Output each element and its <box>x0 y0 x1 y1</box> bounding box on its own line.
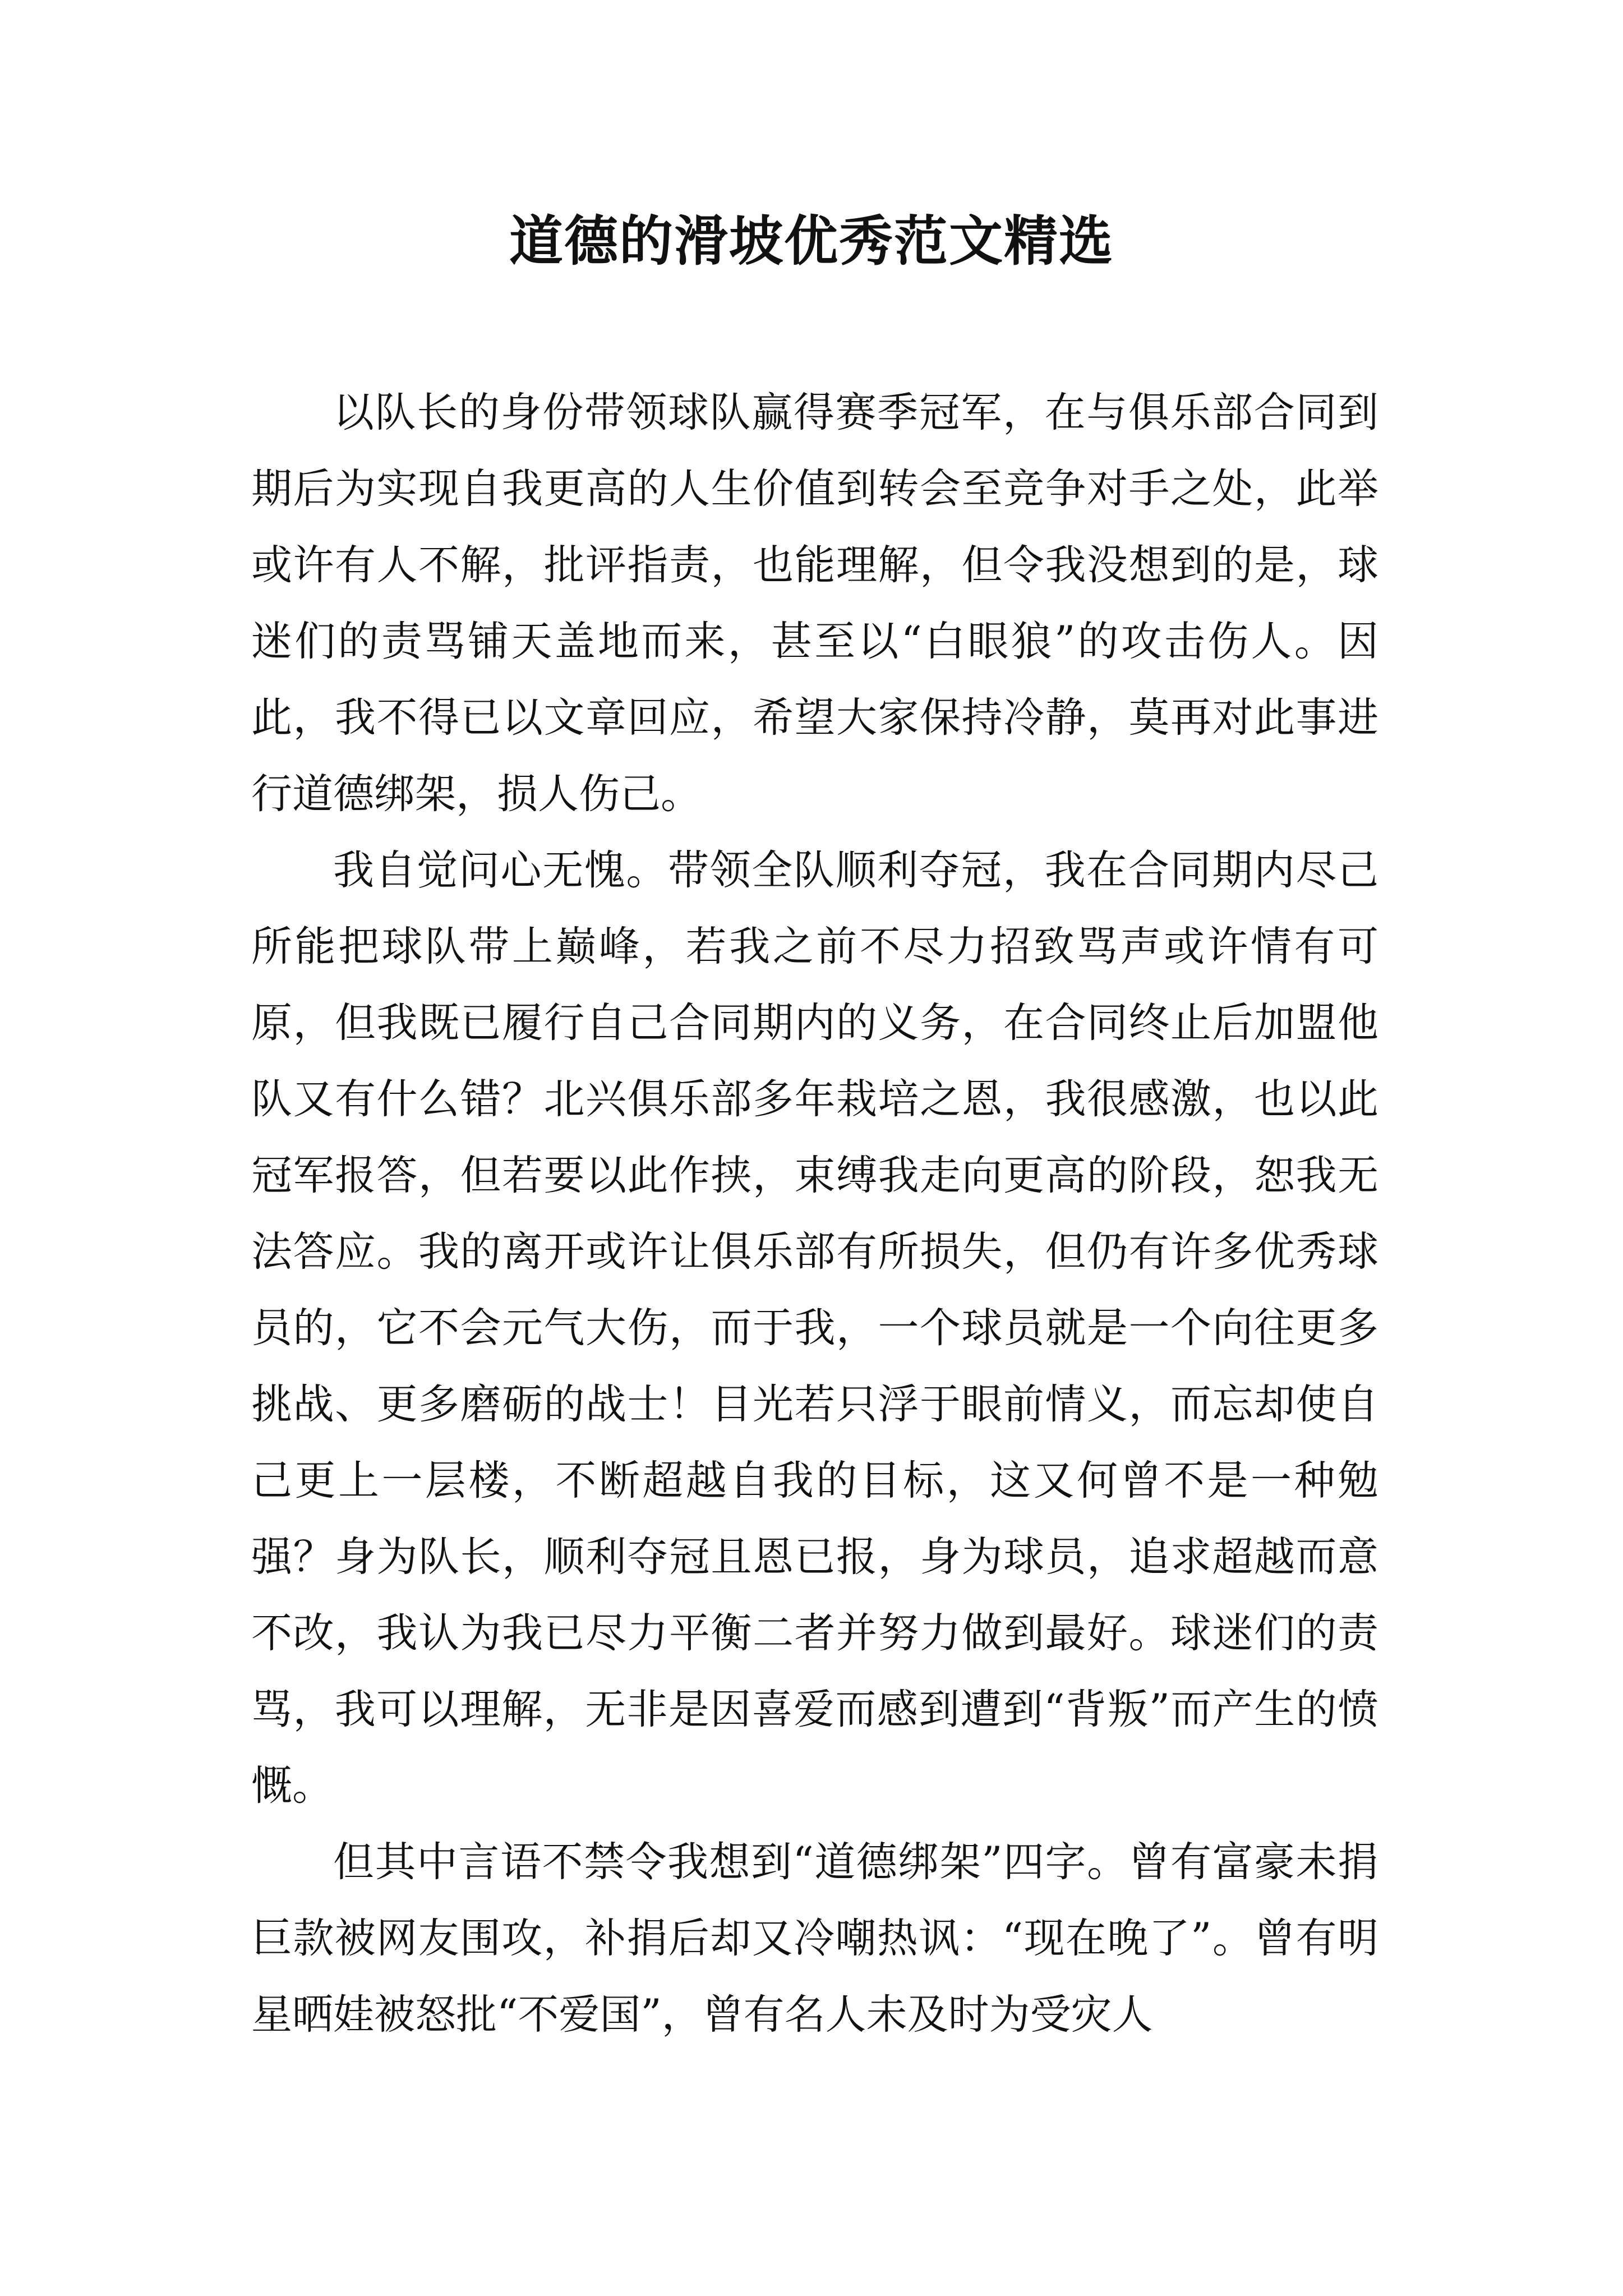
document-body <box>251 375 1378 2053</box>
document-title: 道德的滑坡优秀范文精选 <box>509 209 1114 273</box>
paragraph-2: 我自觉问心无愧。带领全队顺利夺冠，我在合同期内尽己所能把球队带上巅峰，若我之前不尽力招致骂声或许情有可原，但我既已履行自己合同期内的义务，在合同终止后加盟他队又有什么错？北兴俱乐部多年栽培之恩，我很感激，也以此冠军报答，但若要以此作挟，束缚我走向更高的阶段，恕我无法答应。我的离开或许让俱乐部有所损失，但仍有许多优秀球员的，它不会元气大伤，而于我，一个球员就是一个向往更多挑战、更多磨砺的战士！目光若只浮于眼前情义，而忘却使自己更上一层楼，不断超越自我的目标，这又何曾不是一种勉强？身为队长，顺利夺冠且恩已报，身为球员，追求超越而意不改，我认为我已尽力平衡二者并努力做到最好。球迷们的责骂，我可以理解，无非是因喜爱而感到遭到“背叛”而产生的愤慨。 <box>251 846 1378 1810</box>
paragraph-3: 但其中言语不禁令我想到“道德绑架”四字。曾有富豪未捐巨款被网友围攻，补捐后却又冷嘲热讽：“现在晚了”。曾有明星晒娃被怒批“不爱国”，曾有名人未及时为受灾人 <box>251 1838 1378 2039</box>
paragraph-1: 以队长的身份带领球队赢得赛季冠军，在与俱乐部合同到期后为实现自我更高的人生价值到转会至竞争对手之处，此举或许有人不解，批评指责，也能理解，但令我没想到的是，球迷们的责骂铺天盖地而来，甚至以“白眼狼”的攻击伤人。因此，我不得已以文章回应，希望大家保持冷静，莫再对此事进行道德绑架，损人伤己。 <box>251 389 1378 818</box>
